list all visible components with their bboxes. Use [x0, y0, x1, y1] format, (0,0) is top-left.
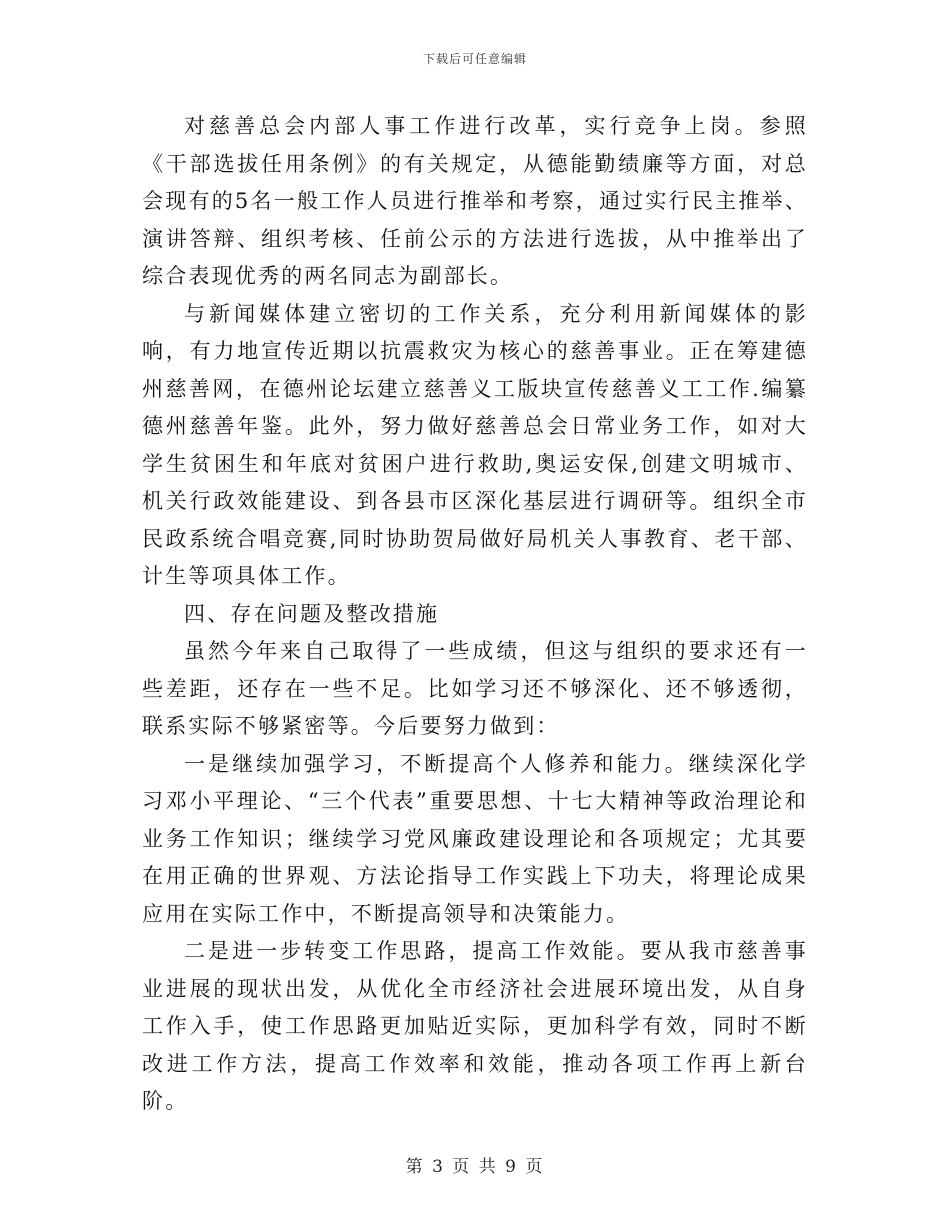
paragraph-strengthen-study: 一是继续加强学习，不断提高个人修养和能力。继续深化学习邓小平理论、“三个代表”重要思想、十七大精神等政治理论和业务工作知识；继续学习党风廉政建设理论和各项规定；尤其要在用正确的世界观、方法论指导工作实践上下功夫，将理论成果应用在实际工作中，不断提高领导和决策能力。 — [142, 751, 808, 926]
section-heading-problems: 四、存在问题及整改措施 — [184, 601, 440, 626]
paragraph-media-relations: 与新闻媒体建立密切的工作关系，充分利用新闻媒体的影响，有力地宣传近期以抗震救灾为核心的慈善事业。正在筹建德州慈善网，在德州论坛建立慈善义工版块宣传慈善义工工作.编纂德州慈善年鉴。此外，努力做好慈善总会日常业务工作，如对大学生贫困生和年底对贫困户进行救助,奥运安保,创建文明城市、机关行政效能建设、到各县市区深化基层进行调研等。组织全市民政系统合唱竞赛,同时协助贺局做好局机关人事教育、老干部、计生等项具体工作。 — [142, 301, 808, 588]
page-header: 下载后可任意编辑 — [422, 52, 527, 66]
document-body — [142, 108, 808, 1121]
paragraph-work-efficiency: 二是进一步转变工作思路，提高工作效能。要从我市慈善事业进展的现状出发，从优化全市经济社会进展环境出发，从自身工作入手，使工作思路更加贴近实际，更加科学有效，同时不断改进工作方法，提高工作效率和效能，推动各项工作再上新台阶。 — [142, 939, 808, 1113]
page-number-footer: 第 3 页 共 9 页 — [405, 1157, 545, 1177]
paragraph-personnel-reform: 对慈善总会内部人事工作进行改革，实行竞争上岗。参照《干部选拔任用条例》的有关规定，从德能勤绩廉等方面，对总会现有的5名一般工作人员进行推举和考察，通过实行民主推举、演讲答辩、组织考核、任前公示的方法进行选拔，从中推举出了综合表现优秀的两名同志为副部长。 — [142, 114, 808, 288]
paragraph-shortcomings: 虽然今年来自己取得了一些成绩，但这与组织的要求还有一些差距，还存在一些不足。比如学习还不够深化、还不够透彻，联系实际不够紧密等。今后要努力做到： — [142, 639, 808, 738]
